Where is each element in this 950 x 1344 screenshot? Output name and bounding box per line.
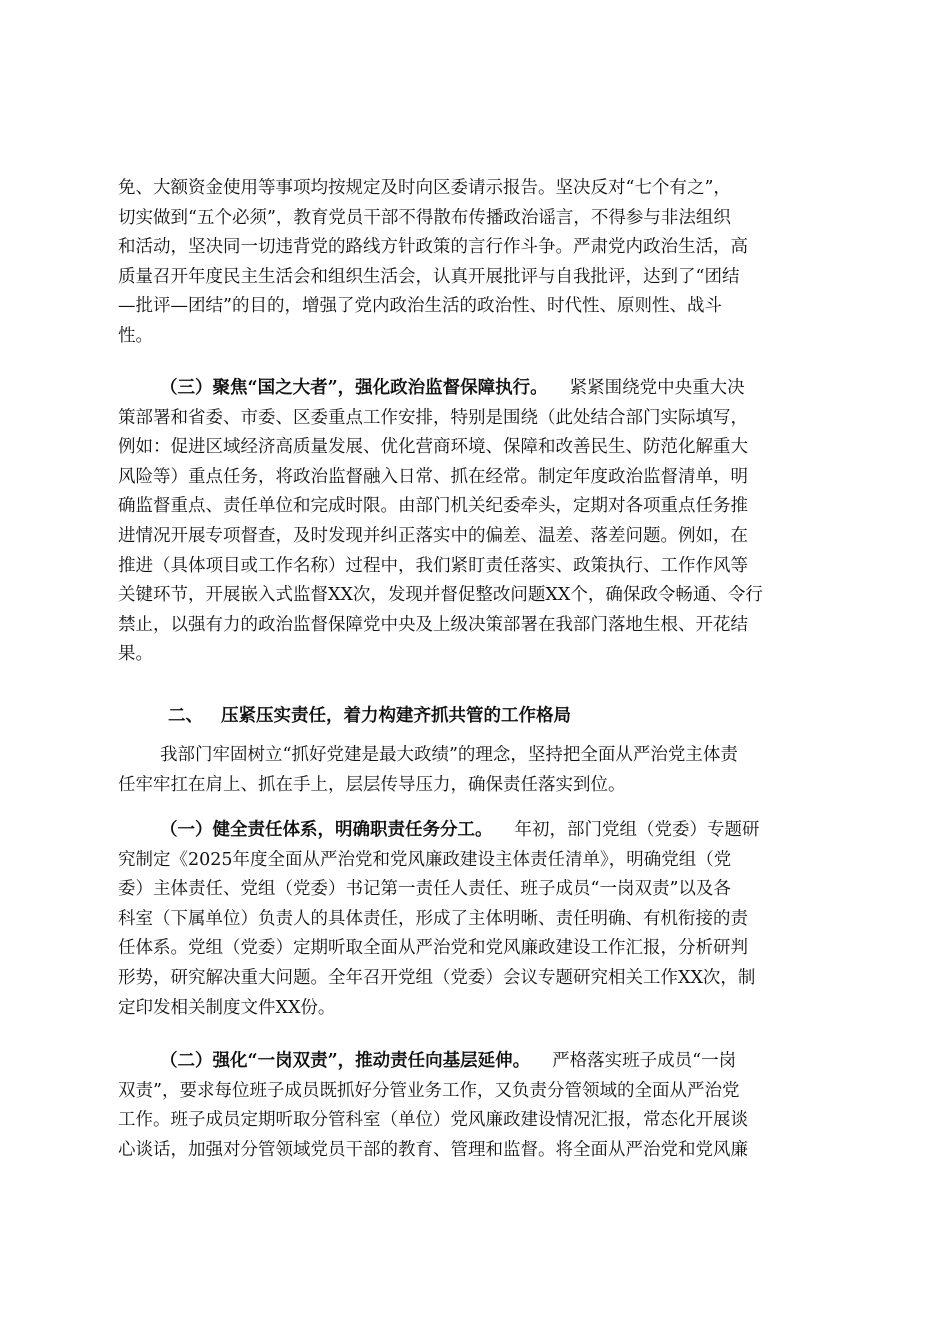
- text-line: [118, 1047, 830, 1077]
- text-line: 双责”，要求每位班子成员既抓好分管业务工作，又负责分管领域的全面从严治党: [118, 1080, 740, 1101]
- section-heading-1: （一）健全责任体系，明确职责任务分工。: [160, 820, 493, 840]
- text-line: 禁止，以强有力的政治监督保障党中央及上级决策部署在我部门落地生根、开花结: [118, 614, 748, 635]
- paragraph-political-discipline: [118, 174, 830, 352]
- text-line: 我部门牢固树立“抓好党建是最大政绩”的理念，坚持把全面从严治党主体责: [160, 745, 738, 765]
- chapter-number: 二、: [168, 706, 203, 726]
- chapter-title: 压紧压实责任，着力构建齐抓共管的工作格局: [221, 706, 571, 726]
- paragraph-political-supervision: [118, 374, 830, 670]
- section-heading-2: （二）强化“一岗双责”，推动责任向基层延伸。: [160, 1051, 531, 1071]
- text-line: 进情况开展专项督查，及时发现并纠正落实中的偏差、温差、落差问题。例如，在: [118, 525, 748, 546]
- text-line: —批评—团结”的目的，增强了党内政治生活的政治性、时代性、原则性、战斗: [118, 296, 722, 317]
- text-line: 工作。班子成员定期听取分管科室（单位）党风廉政建设情况汇报，常态化开展谈: [118, 1110, 748, 1131]
- text-line: 形势，研究解决重大问题。全年召开党组（党委）会议专题研究相关工作XX次，制: [118, 967, 756, 988]
- text-line: [118, 374, 830, 404]
- text-line: 心谈话，加强对分管领域党员干部的教育、管理和监督。将全面从严治党和党风廉: [118, 1139, 748, 1160]
- text-line: 免、大额资金使用等事项均按规定及时向区委请示报告。坚决反对“七个有之”，: [118, 178, 731, 198]
- heading-line-rest: 紧紧围绕党中央重大决: [569, 378, 745, 398]
- section-heading-3: （三）聚焦“国之大者”，强化政治监督保障执行。: [160, 378, 548, 398]
- text-line: 和活动，坚决同一切违背党的路线方针政策的言行作斗争。严肃党内政治生活，高: [118, 237, 748, 258]
- text-line: 果。: [118, 644, 153, 665]
- paragraph-one-post-two-duties: [118, 1047, 830, 1165]
- paragraph-responsibility-intro: [118, 741, 830, 800]
- heading-line-rest: 年初，部门党组（党委）专题研: [514, 820, 760, 840]
- text-line: 性。: [118, 325, 153, 346]
- text-line: 切实做到“五个必须”，教育党员干部不得散布传播政治谣言，不得参与非法组织: [118, 207, 731, 228]
- text-line: 定印发相关制度文件XX份。: [118, 997, 336, 1018]
- text-line: 例如：促进区域经济高质量发展、优化营商环境、保障和改善民生、防范化解重大: [118, 437, 748, 458]
- chapter-heading-2: [118, 702, 830, 732]
- text-line: 究制定《2025年度全面从严治党和党风廉政建设主体责任清单》，明确党组（党: [118, 849, 732, 870]
- text-line: [118, 702, 830, 732]
- text-line: 委）主体责任、党组（党委）书记第一责任人责任、班子成员“一岗双责”以及各: [118, 879, 731, 900]
- paragraph-responsibility-system: [118, 816, 830, 1023]
- text-line: 任体系。党组（党委）定期听取全面从严治党和党风廉政建设工作汇报，分析研判: [118, 938, 748, 959]
- text-line: 策部署和省委、市委、区委重点工作安排，特别是围绕（此处结合部门实际填写，: [118, 407, 748, 428]
- text-line: 推进（具体项目或工作名称）过程中，我们紧盯责任落实、政策执行、工作作风等: [118, 555, 748, 576]
- text-line: 风险等）重点任务，将政治监督融入日常、抓在经常。制定年度政治监督清单，明: [118, 466, 748, 487]
- text-line: 确监督重点、责任单位和完成时限。由部门机关纪委牵头，定期对各项重点任务推: [118, 496, 748, 517]
- text-line: 任牢牢扛在肩上、抓在手上，层层传导压力，确保责任落实到位。: [118, 774, 626, 795]
- text-line: 科室（下属单位）负责人的具体责任，形成了主体明晰、责任明确、有机衔接的责: [118, 908, 748, 929]
- text-line: 质量召开年度民主生活会和组织生活会，认真开展批评与自我批评，达到了“团结: [118, 266, 740, 287]
- text-line: 关键环节，开展嵌入式监督XX次，发现并督促整改问题XX个，确保政令畅通、令行: [118, 585, 763, 606]
- text-line: [118, 816, 830, 846]
- heading-line-rest: 严格落实班子成员“一岗: [552, 1051, 737, 1071]
